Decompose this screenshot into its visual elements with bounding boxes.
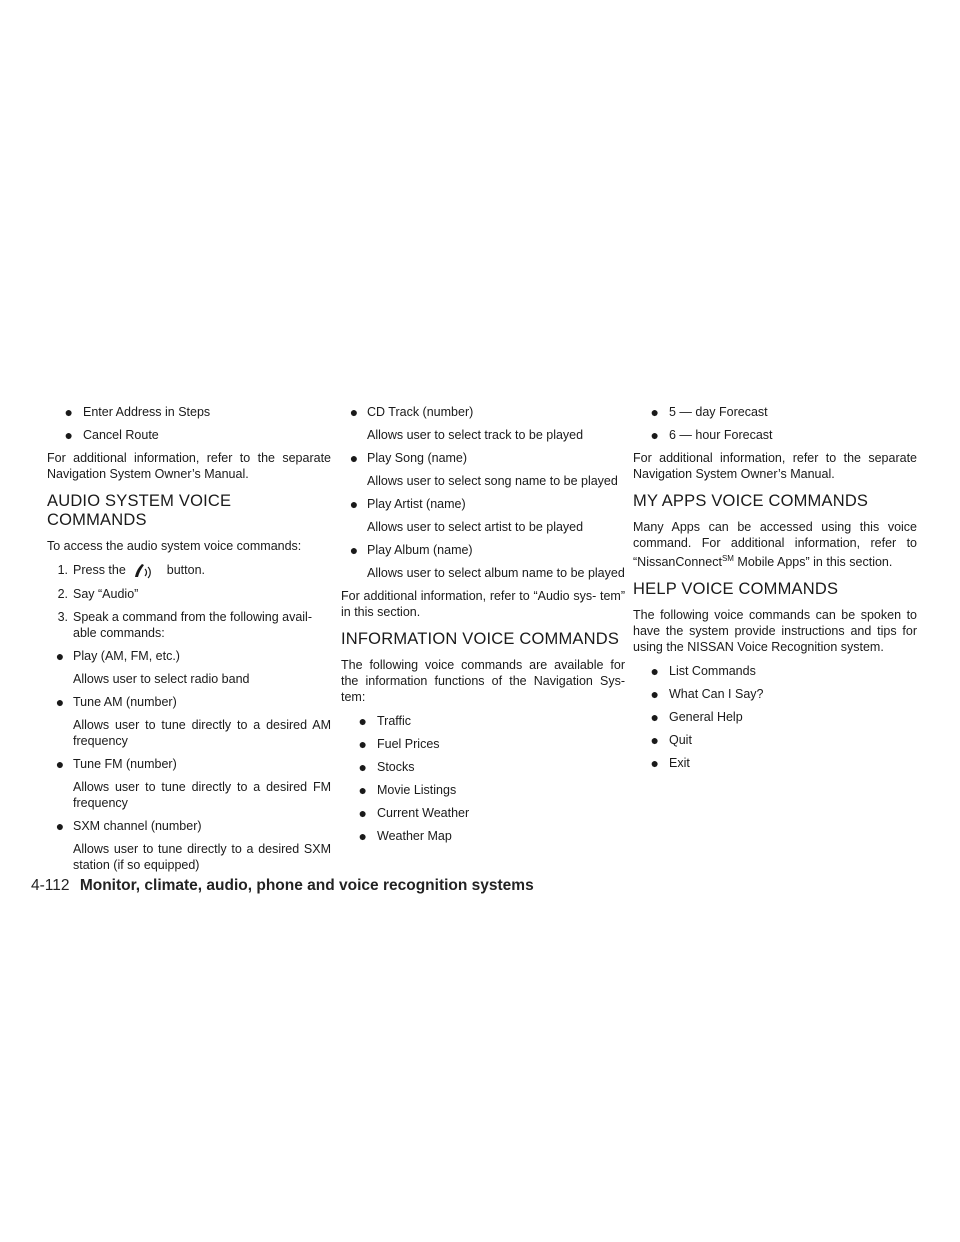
paragraph: For additional information, refer to “Audio sys- tem” in this section. — [341, 589, 625, 619]
section-heading-help: HELP VOICE COMMANDS — [633, 580, 839, 599]
step-number: 3. — [57, 610, 68, 624]
voice-talk-icon — [131, 563, 159, 579]
column-left — [47, 404, 331, 880]
step-number: 1. — [57, 563, 68, 577]
bullet-icon: ● — [358, 713, 367, 729]
command-description: Allows user to tune directly to a desired SXM station (if so equipped) — [73, 842, 331, 872]
command-name: SXM channel (number) — [73, 819, 202, 833]
command-name: Fuel Prices — [377, 737, 440, 751]
step-text-part: button. — [166, 563, 206, 577]
list-item — [341, 542, 625, 558]
list-item — [341, 782, 625, 798]
paragraph-text: Mobile Apps” in this section. — [733, 555, 893, 570]
command-description: Allows user to tune directly to a desired AM frequency — [73, 718, 331, 748]
list-item — [341, 759, 625, 775]
command-name: CD Track (number) — [367, 405, 474, 419]
list-item — [341, 450, 625, 466]
step-item — [47, 562, 331, 579]
step-item — [47, 586, 331, 602]
paragraph: To access the audio system voice commands: — [47, 539, 302, 553]
command-description: Allows user to select album name to be played — [367, 566, 625, 580]
bullet-icon: ● — [650, 663, 659, 680]
paragraph: The following voice commands are available for the information functions of the Navigation Sys- tem: — [341, 658, 625, 704]
column-right — [633, 404, 917, 778]
list-item — [633, 427, 917, 443]
bullet-icon: ● — [650, 755, 659, 772]
bullet-icon: ● — [650, 709, 659, 726]
list-item — [341, 713, 625, 729]
bullet-icon: ● — [358, 736, 367, 752]
paragraph: The following voice commands can be spoken to have the system provide instructions and tips for using the NISSAN Voice Recognition system. — [633, 608, 917, 655]
bullet-icon: ● — [358, 805, 367, 821]
command-name: Stocks — [377, 760, 415, 774]
command-name: 6 — hour Forecast — [669, 428, 773, 442]
list-item — [341, 805, 625, 821]
section-heading-audio — [47, 492, 331, 530]
paragraph-text: Many Apps can be accessed using this voice command. For additional information, refer to “NissanConnect — [633, 520, 917, 570]
page-number: 4-112 — [31, 877, 70, 894]
bullet-icon: ● — [650, 686, 659, 703]
bullet-icon: ● — [358, 782, 367, 798]
section-heading-my-apps: MY APPS VOICE COMMANDS — [633, 492, 869, 510]
bullet-icon: ● — [349, 496, 359, 512]
paragraph: For additional information, refer to the separate Navigation System Owner’s Manual. — [633, 451, 917, 481]
command-name: Movie Listings — [377, 783, 457, 797]
command-name: Weather Map — [377, 829, 452, 843]
paragraph: For additional information, refer to the separate Navigation System Owner’s Manual. — [47, 451, 331, 481]
command-name: Traffic — [377, 714, 412, 728]
bullet-text: Cancel Route — [83, 428, 159, 442]
bullet-icon: ● — [349, 542, 359, 558]
bullet-icon: ● — [349, 404, 359, 420]
bullet-icon: ● — [650, 427, 659, 443]
command-name: Current Weather — [377, 806, 470, 820]
command-description: Allows user to tune directly to a desired FM frequency — [73, 780, 331, 810]
list-item — [47, 694, 331, 710]
command-description: Allows user to select artist to be played — [367, 520, 584, 534]
list-item — [47, 404, 331, 420]
command-description: Allows user to select song name to be played — [367, 474, 618, 488]
command-name: General Help — [669, 710, 743, 725]
step-item — [47, 609, 331, 641]
bullet-icon: ● — [358, 759, 367, 775]
step-text: Say “Audio” — [73, 587, 139, 601]
step-text-part: Press the — [73, 563, 126, 577]
chapter-title: Monitor, climate, audio, phone and voice recognition systems — [79, 877, 534, 894]
list-item — [47, 427, 331, 443]
bullet-icon: ● — [55, 818, 65, 834]
list-item — [633, 404, 917, 420]
command-name: Play Artist (name) — [367, 497, 466, 511]
command-name: Exit — [669, 756, 690, 771]
command-name: Tune AM (number) — [73, 695, 177, 709]
command-description: Allows user to select radio band — [73, 672, 250, 686]
list-item — [633, 732, 917, 748]
bullet-icon: ● — [55, 756, 65, 772]
bullet-icon: ● — [64, 404, 73, 420]
service-mark: SM — [721, 554, 734, 563]
bullet-icon: ● — [55, 694, 65, 710]
command-name: Tune FM (number) — [73, 757, 177, 771]
page-footer — [31, 877, 931, 895]
command-name: What Can I Say? — [669, 687, 764, 702]
list-item — [47, 818, 331, 834]
list-item — [341, 736, 625, 752]
list-item — [341, 828, 625, 844]
bullet-icon: ● — [650, 404, 659, 420]
command-name: Play Album (name) — [367, 543, 473, 557]
list-item — [341, 404, 625, 420]
paragraph — [633, 519, 917, 570]
step-number: 2. — [57, 587, 68, 601]
bullet-icon: ● — [349, 450, 359, 466]
list-item — [633, 755, 917, 771]
list-item — [633, 686, 917, 702]
list-item — [633, 663, 917, 679]
bullet-icon: ● — [55, 648, 65, 664]
heading-line: COMMANDS — [47, 511, 147, 529]
bullet-icon: ● — [358, 828, 367, 844]
column-middle — [341, 404, 625, 851]
list-item — [633, 709, 917, 725]
heading-line: AUDIO SYSTEM VOICE — [47, 492, 232, 510]
step-text: Speak a command from the following avail- able commands: — [73, 610, 313, 640]
bullet-text: Enter Address in Steps — [83, 405, 211, 419]
section-heading-information: INFORMATION VOICE COMMANDS — [341, 630, 620, 648]
command-name: Play (AM, FM, etc.) — [73, 649, 180, 663]
command-name: Play Song (name) — [367, 451, 468, 465]
step-text — [73, 562, 331, 579]
command-name: List Commands — [669, 664, 756, 679]
command-name: Quit — [669, 733, 692, 748]
list-item — [47, 648, 331, 664]
command-name: 5 — day Forecast — [669, 405, 768, 419]
list-item — [47, 756, 331, 772]
command-description: Allows user to select track to be played — [367, 428, 584, 442]
list-item — [341, 496, 625, 512]
bullet-icon: ● — [64, 427, 73, 443]
bullet-icon: ● — [650, 732, 659, 749]
